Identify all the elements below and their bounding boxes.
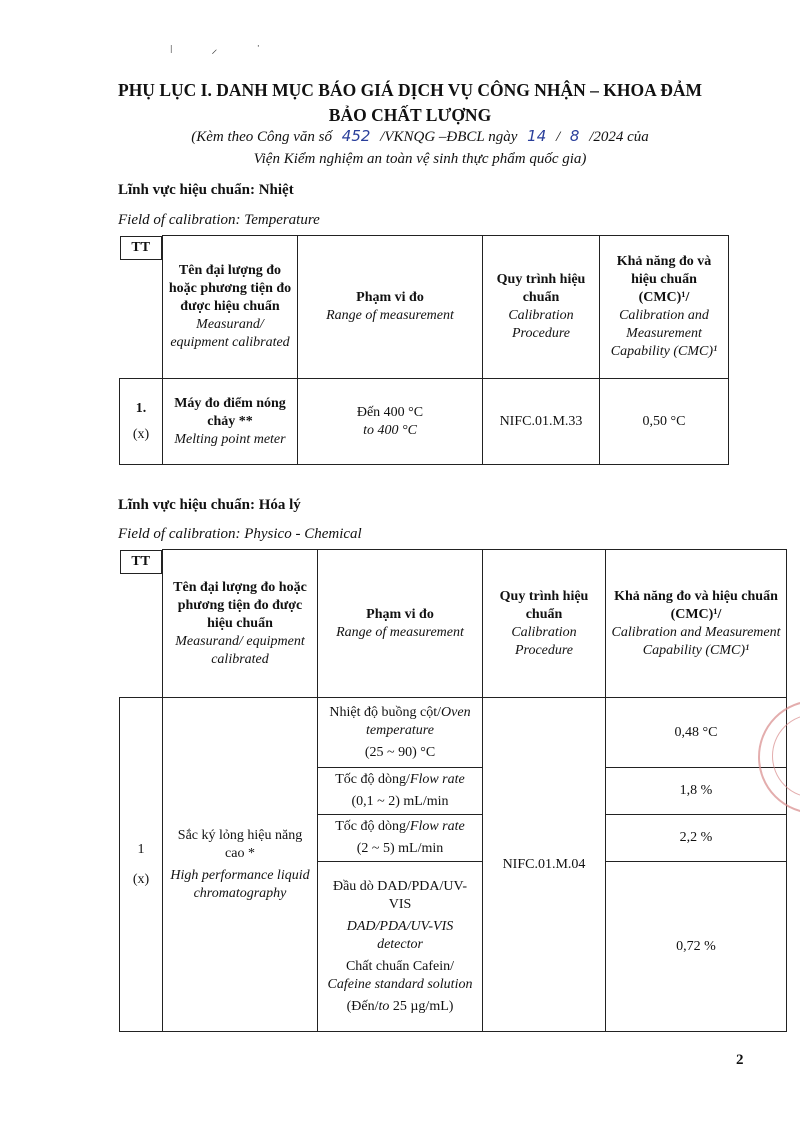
header-cmc-vi: Khả năng đo và hiệu chuẩn (CMC)¹/ bbox=[614, 588, 778, 622]
section2-field-vi: Lĩnh vực hiệu chuẩn: Hóa lý bbox=[118, 497, 301, 513]
temperature-table bbox=[119, 235, 729, 465]
header-range-en: Range of measurement bbox=[326, 308, 454, 323]
stamp-inner-ring bbox=[772, 714, 800, 798]
table-row bbox=[120, 379, 729, 465]
subtitle-text-3: /2024 của bbox=[589, 129, 649, 145]
header-measurand-en: Measurand/ equipment calibrated bbox=[175, 633, 305, 667]
header-range-vi: Phạm vi đo bbox=[366, 606, 434, 622]
header-tt: TT bbox=[120, 236, 163, 260]
scan-artifact-marks: ǀ ⸝ ˙ bbox=[170, 42, 279, 56]
header-procedure-vi: Quy trình hiệu chuẩn bbox=[499, 588, 589, 622]
header-cmc-en: Calibration and Measurement Capability (CMC)¹ bbox=[611, 624, 781, 658]
physico-chemical-table bbox=[119, 549, 787, 1032]
header-measurand-en: Measurand/ equipment calibrated bbox=[170, 317, 290, 350]
oven-param-en: Oven temperature bbox=[366, 704, 471, 738]
cell-range-detector bbox=[318, 862, 483, 1032]
subtitle-sep: / bbox=[556, 129, 561, 145]
measurand-vi: Sắc ký lỏng hiệu năng cao * bbox=[177, 827, 303, 861]
cell-range-oven bbox=[318, 698, 483, 768]
title-line-2: BẢO CHẤT LƯỢNG bbox=[328, 105, 492, 125]
standard-en: Cafeine standard solution bbox=[327, 976, 473, 992]
cell-cmc-detector: 0,72 % bbox=[606, 862, 787, 1032]
header-range-en: Range of measurement bbox=[336, 624, 464, 640]
header-range bbox=[318, 550, 483, 698]
document-title bbox=[60, 78, 760, 128]
detector-range-prefix: (Đến/ bbox=[346, 998, 379, 1014]
cell-tt bbox=[120, 379, 163, 465]
cell-cmc-flow-high: 2,2 % bbox=[606, 815, 787, 862]
measurand-en: High performance liquid chromatography bbox=[170, 867, 310, 901]
handwritten-day: 14 bbox=[527, 127, 547, 145]
detector-range-value: 25 µg/mL) bbox=[392, 998, 454, 1014]
header-measurand-vi: Tên đại lượng đo hoặc phương tiện đo được hiệu chuẩn bbox=[173, 579, 307, 631]
header-procedure-en: Calibration Procedure bbox=[508, 308, 574, 341]
handwritten-month: 8 bbox=[569, 127, 580, 145]
cell-measurand bbox=[163, 379, 298, 465]
detector-range-to: to bbox=[378, 998, 390, 1014]
flow-high-range: (2 ~ 5) mL/min bbox=[356, 841, 444, 856]
row-mark: (x) bbox=[132, 871, 150, 887]
subtitle-line-2: Viện Kiểm nghiệm an toàn vệ sinh thực phẩm quốc gia) bbox=[253, 151, 587, 167]
range-en: to 400 °C bbox=[363, 422, 417, 438]
cell-range-flow-high bbox=[318, 815, 483, 862]
cell-range-flow-low bbox=[318, 768, 483, 815]
header-measurand bbox=[163, 550, 318, 698]
flow-low-param-vi: Tốc độ dòng/ bbox=[335, 772, 410, 787]
header-tt: TT bbox=[120, 550, 163, 574]
section1-field-vi: Lĩnh vực hiệu chuẩn: Nhiệt bbox=[118, 182, 294, 198]
cell-measurand bbox=[163, 698, 318, 1032]
oven-param-vi: Nhiệt độ buồng cột/ bbox=[329, 704, 442, 720]
page-number: 2 bbox=[736, 1052, 744, 1068]
document-subtitle bbox=[110, 125, 730, 170]
subtitle-line-1 bbox=[110, 125, 730, 148]
flow-high-param-en: Flow rate bbox=[409, 819, 465, 834]
cell-cmc: 0,50 °C bbox=[600, 379, 729, 465]
range-vi: Đến 400 °C bbox=[356, 404, 424, 420]
table-header-row bbox=[120, 550, 787, 698]
cell-procedure: NIFC.01.M.04 bbox=[483, 698, 606, 1032]
measurand-en: Melting point meter bbox=[174, 431, 286, 447]
header-measurand bbox=[163, 236, 298, 379]
row-mark: (x) bbox=[132, 426, 150, 442]
section2-field-en: Field of calibration: Physico - Chemical bbox=[118, 526, 362, 542]
measurand-vi: Máy đo điểm nóng chảy ** bbox=[174, 395, 286, 429]
header-range bbox=[298, 236, 483, 379]
detector-vi: Đầu dò DAD/PDA/UV-VIS bbox=[332, 878, 468, 912]
row-number: 1 bbox=[137, 841, 145, 857]
header-procedure-en: Calibration Procedure bbox=[511, 624, 577, 658]
section1-field-en: Field of calibration: Temperature bbox=[118, 212, 320, 228]
subtitle-text-2: /VKNQG –ĐBCL ngày bbox=[380, 129, 518, 145]
header-cmc-vi: Khả năng đo và hiệu chuẩn (CMC)¹/ bbox=[616, 254, 712, 305]
oven-range: (25 ~ 90) °C bbox=[364, 744, 436, 760]
flow-low-param-en: Flow rate bbox=[409, 772, 465, 787]
standard-vi: Chất chuẩn Cafein/ bbox=[345, 958, 455, 974]
flow-high-param-vi: Tốc độ dòng/ bbox=[335, 819, 410, 834]
cell-procedure: NIFC.01.M.33 bbox=[483, 379, 600, 465]
detector-range bbox=[323, 998, 477, 1016]
table-header-row bbox=[120, 236, 729, 379]
header-procedure-vi: Quy trình hiệu chuẩn bbox=[496, 272, 586, 305]
header-cmc bbox=[606, 550, 787, 698]
subtitle-text-1: (Kèm theo Công văn số bbox=[191, 129, 333, 145]
title-line-1: PHỤ LỤC I. DANH MỤC BÁO GIÁ DỊCH VỤ CÔNG NHẬN – KHOA ĐẢM bbox=[118, 80, 702, 100]
row-number: 1. bbox=[135, 400, 147, 416]
header-range-vi: Phạm vi đo bbox=[356, 290, 424, 305]
table-row bbox=[120, 698, 787, 768]
header-procedure bbox=[483, 236, 600, 379]
cell-cmc-oven: 0,48 °C bbox=[606, 698, 787, 768]
cell-tt bbox=[120, 698, 163, 1032]
flow-low-range: (0,1 ~ 2) mL/min bbox=[351, 794, 449, 809]
header-procedure bbox=[483, 550, 606, 698]
header-measurand-vi: Tên đại lượng đo hoặc phương tiện đo được hiệu chuẩn bbox=[168, 263, 292, 314]
header-cmc bbox=[600, 236, 729, 379]
cell-range bbox=[298, 379, 483, 465]
handwritten-doc-number: 452 bbox=[341, 127, 371, 145]
detector-en: DAD/PDA/UV-VIS detector bbox=[346, 918, 454, 952]
cell-cmc-flow-low: 1,8 % bbox=[606, 768, 787, 815]
header-cmc-en: Calibration and Measurement Capability (CMC)¹ bbox=[610, 308, 718, 359]
